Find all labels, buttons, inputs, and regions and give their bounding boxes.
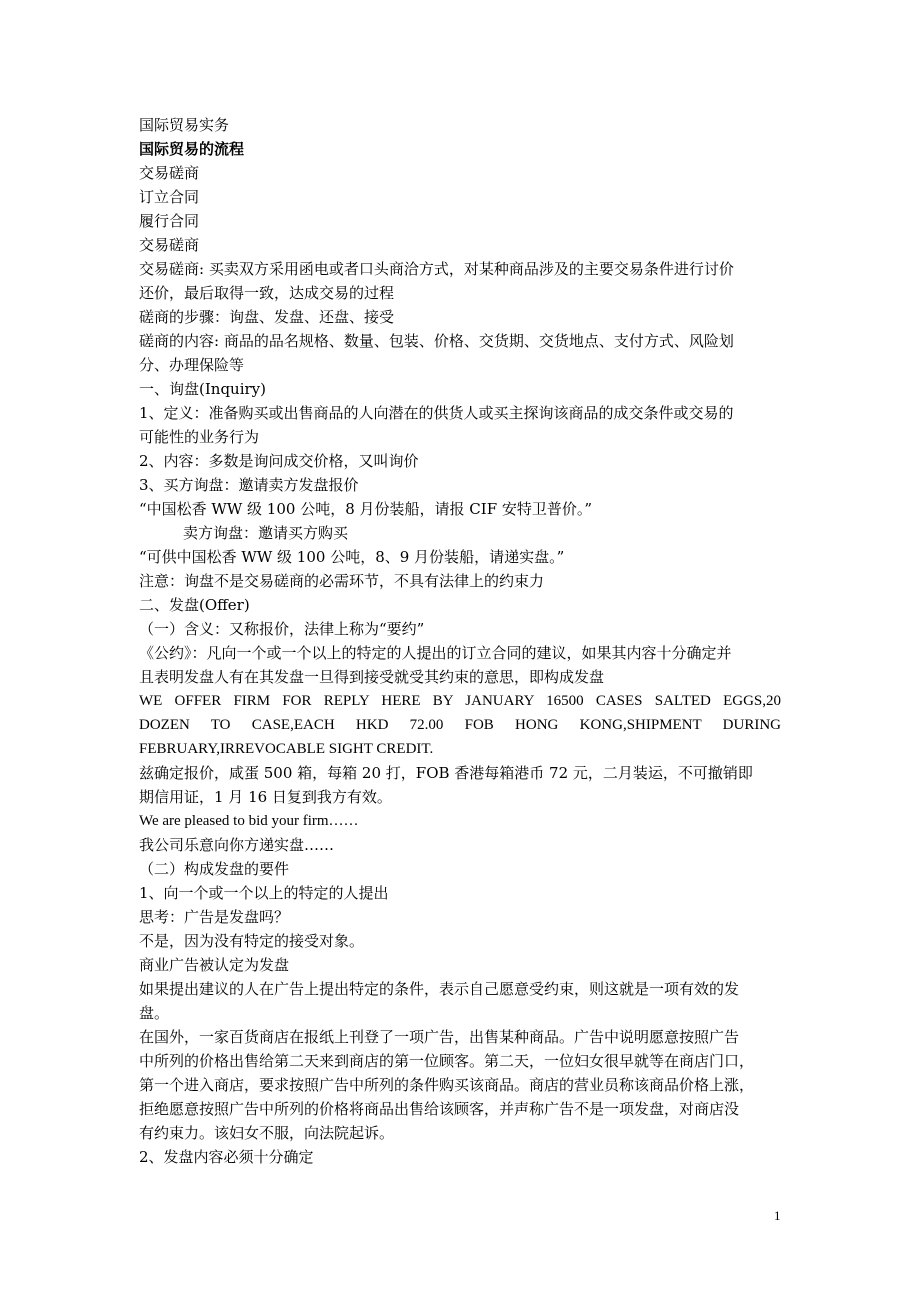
paragraph-line: 磋商的内容: 商品的品名规格、数量、包装、价格、交货期、交货地点、支付方式、风险划	[139, 332, 734, 350]
paragraph-line: 1、定义：准备购买或出售商品的人向潜在的供货人或买主探询该商品的成交条件或交易的	[139, 404, 734, 422]
paragraph-line: 商业广告被认定为发盘	[139, 956, 290, 974]
paragraph-line: 如果提出建议的人在广告上提出特定的条件，表示自己愿意受约束，则这就是一项有效的发	[139, 980, 740, 998]
subsection-negotiation: 交易磋商	[139, 236, 200, 254]
paragraph-line: （一）含义：又称报价，法律上称为“要约”	[139, 620, 425, 638]
flow-step-contract: 订立合同	[139, 188, 200, 206]
paragraph-line: 且表明发盘人有在其发盘一旦得到接受就受其约束的意思，即构成发盘	[139, 668, 605, 686]
paragraph-line: 可能性的业务行为	[139, 428, 260, 446]
english-line: We are pleased to bid your firm……	[139, 813, 359, 829]
case-line: 在国外，一家百货商店在报纸上刊登了一项广告，出售某种商品。广告中说明愿意按照广告	[139, 1028, 740, 1046]
paragraph-line: 不是，因为没有特定的接受对象。	[139, 932, 365, 950]
paragraph-line: 2、发盘内容必须十分确定	[139, 1148, 314, 1166]
page-number: 1	[774, 1208, 781, 1223]
paragraph-line: 兹确定报价，咸蛋 500 箱，每箱 20 打，FOB 香港每箱港币 72 元，二月装运，不可撤销即	[139, 764, 753, 782]
case-line: 第一个进入商店，要求按照广告中所列的条件购买该商品。商店的营业员称该商品价格上涨，	[139, 1076, 755, 1094]
flow-step-perform: 履行合同	[139, 212, 200, 230]
offer-heading: 二、发盘(Offer)	[139, 596, 250, 614]
paragraph-line: 还价，最后取得一致，达成交易的过程	[139, 284, 395, 302]
flow-step-negotiation: 交易磋商	[139, 164, 200, 182]
paragraph-line: 盘。	[139, 1004, 170, 1022]
subsection-heading: （二）构成发盘的要件	[139, 860, 290, 878]
english-offer-line: FEBRUARY,IRREVOCABLE SIGHT CREDIT.	[139, 741, 434, 757]
document-body	[139, 113, 781, 1169]
paragraph-line: 1、向一个或一个以上的特定的人提出	[139, 884, 389, 902]
english-offer-line: WE OFFER FIRM FOR REPLY HERE BY JANUARY 16500 CASES SALTED EGGS,20	[139, 693, 781, 709]
paragraph-line: 交易磋商: 买卖双方采用函电或者口头商洽方式，对某种商品涉及的主要交易条件进行讨价	[139, 260, 734, 278]
paragraph-line: 我公司乐意向你方递实盘……	[139, 836, 335, 854]
english-offer-line: DOZEN TO CASE,EACH HKD 72.00 FOB HONG KONG,SHIPMENT DURING	[139, 717, 781, 733]
case-line: 有约束力。该妇女不服，向法院起诉。	[139, 1124, 395, 1142]
section-heading: 国际贸易的流程	[139, 140, 245, 158]
paragraph-line: 分、办理保险等	[139, 356, 245, 374]
case-line: 拒绝愿意按照广告中所列的价格将商品出售给该顾客，并声称广告不是一项发盘，对商店没	[139, 1100, 740, 1118]
quote-line: “可供中国松香 WW 级 100 公吨，8、9 月份装船，请递实盘。”	[139, 548, 565, 566]
note-line: 注意：询盘不是交易磋商的必需环节，不具有法律上的约束力	[139, 572, 545, 590]
paragraph-line: 磋商的步骤：询盘、发盘、还盘、接受	[139, 308, 395, 326]
doc-title: 国际贸易实务	[139, 116, 230, 134]
quote-line: “中国松香 WW 级 100 公吨，8 月份装船，请报 CIF 安特卫普价。”	[139, 500, 593, 518]
paragraph-line: 思考：广告是发盘吗？	[139, 908, 290, 926]
paragraph-line: 《公约》：凡向一个或一个以上的特定的人提出的订立合同的建议，如果其内容十分确定并	[139, 644, 732, 662]
case-line: 中所列的价格出售给第二天来到商店的第一位顾客。第二天，一位妇女很早就等在商店门口，	[139, 1052, 755, 1070]
paragraph-line: 卖方询盘：邀请买方购买	[183, 524, 349, 542]
paragraph-line: 2、内容：多数是询问成交价格，又叫询价	[139, 452, 419, 470]
paragraph-line: 期信用证，1 月 16 日复到我方有效。	[139, 788, 392, 806]
inquiry-heading: 一、询盘(Inquiry)	[139, 380, 266, 398]
paragraph-line: 3、买方询盘：邀请卖方发盘报价	[139, 476, 359, 494]
